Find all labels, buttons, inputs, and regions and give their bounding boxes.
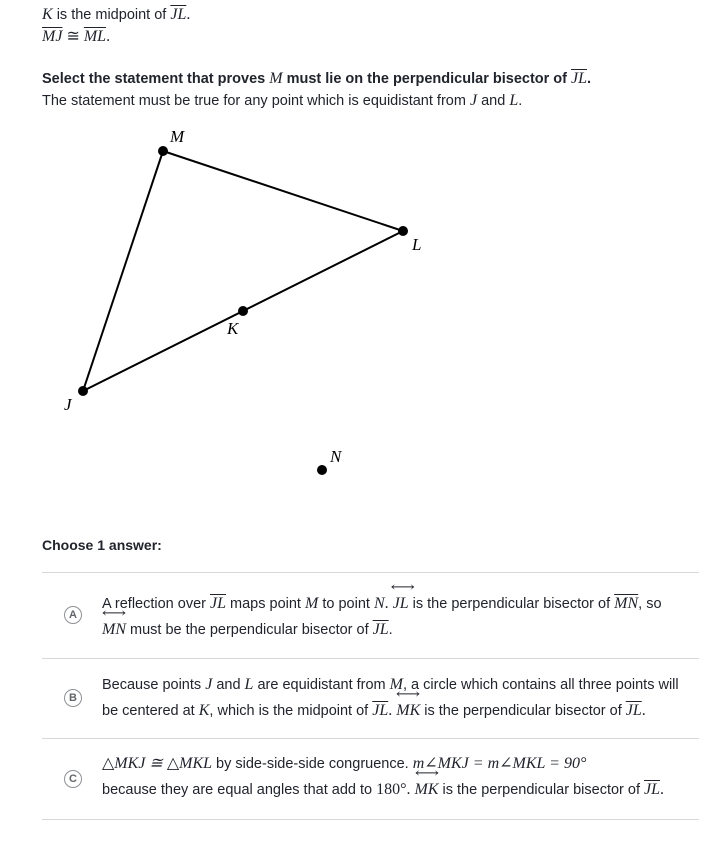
option-text: , so	[638, 596, 662, 612]
segment-jl: $\overline{JL}$	[372, 621, 389, 638]
option-b-bullet[interactable]: B	[64, 689, 82, 707]
period: .	[384, 595, 393, 612]
option-text: is the perpendicular bisector of	[438, 782, 645, 798]
period: .	[518, 93, 523, 109]
option-text: Because points	[102, 677, 206, 693]
var-m: M	[269, 70, 283, 87]
var-l: L	[244, 676, 254, 693]
point-n	[317, 465, 327, 475]
segment-jl: $\overline{JL}$	[625, 702, 642, 719]
label-m: M	[170, 127, 185, 146]
option-text: must be the perpendicular bisector of	[126, 622, 373, 638]
given-line-midpoint	[42, 4, 190, 26]
label-n: N	[330, 447, 342, 466]
prompt-text: must lie on the perpendicular bisector of	[282, 71, 572, 87]
divider	[42, 819, 699, 820]
option-text: is the perpendicular bisector of	[408, 596, 615, 612]
line-mk: ⟷ MK	[396, 698, 420, 724]
prompt-text: The statement must be true for any point which is equidistant from	[42, 93, 470, 109]
option-text: , which is the midpoint of	[209, 703, 373, 719]
prompt-text: and	[477, 93, 510, 109]
point-k	[238, 306, 248, 316]
segment-ml: $\overline{ML}$	[83, 28, 107, 45]
option-text: by side-side-side congruence.	[212, 756, 413, 772]
angle-equation: m∠MKJ = m∠MKL = 90°	[412, 755, 587, 772]
period: .	[641, 702, 646, 719]
option-text: maps point	[226, 596, 305, 612]
answer-option-c[interactable]	[42, 739, 699, 819]
var-l: L	[509, 92, 519, 109]
congruence-expression: △MKJ ≅ △MKL	[102, 755, 213, 772]
choose-answer-label: Choose 1 answer:	[42, 537, 162, 553]
given-text: is the midpoint of	[52, 7, 171, 23]
line-mn: ⟷ MN	[102, 617, 126, 643]
given-statements	[42, 4, 190, 48]
option-text: are equidistant from	[253, 677, 390, 693]
option-a-text	[102, 591, 692, 643]
question-main	[42, 68, 591, 90]
point-l	[398, 226, 408, 236]
var-m: M	[389, 676, 403, 693]
line-mk: ⟷ MK	[415, 777, 439, 803]
option-text: , a circle which contains all three points will	[403, 677, 679, 693]
segment-ml-line	[163, 151, 403, 231]
segment-jl: $\overline{JL}$	[170, 6, 187, 23]
question-prompt	[42, 68, 591, 112]
segment-mn: $\overline{MN}$	[614, 595, 639, 612]
segment-jl: $\overline{JL}$	[210, 595, 226, 612]
var-j: J	[205, 676, 213, 693]
label-l: L	[412, 235, 422, 254]
option-text: A reflection over	[102, 596, 210, 612]
var-m: M	[305, 595, 319, 612]
question-sub	[42, 90, 591, 112]
point-m	[158, 146, 168, 156]
triangle-diagram	[0, 120, 722, 520]
answer-option-a[interactable]	[42, 573, 699, 657]
segment-jl: $\overline{JL}$	[571, 70, 588, 87]
var-j: J	[469, 92, 478, 109]
period: .	[186, 6, 191, 23]
given-line-congruent	[42, 26, 190, 48]
answer-option-b[interactable]	[42, 659, 699, 738]
var-k: K	[42, 6, 53, 23]
option-text: and	[212, 677, 245, 693]
period: .	[106, 28, 111, 45]
option-c-bullet[interactable]: C	[64, 770, 82, 788]
option-text: because they are equal angles that add to	[102, 782, 377, 798]
option-text: is the perpendicular bisector of	[420, 703, 626, 719]
segment-mj-line	[83, 151, 163, 391]
var-k: K	[198, 702, 210, 719]
prompt-text: Select the statement that proves	[42, 71, 270, 87]
option-text: to point	[318, 596, 374, 612]
option-text: be centered at	[102, 703, 199, 719]
angle-180: 180°	[376, 781, 407, 798]
option-b-text	[102, 672, 692, 724]
line-jl: ⟷ JL	[393, 591, 409, 617]
label-k: K	[227, 319, 239, 338]
congruent-symbol: ≅	[62, 28, 84, 45]
period: .	[388, 622, 393, 638]
option-c-text	[102, 751, 692, 803]
var-n: N	[373, 595, 385, 612]
period: .	[660, 781, 665, 798]
segment-jl: $\overline{JL}$	[644, 781, 661, 798]
period: .	[388, 702, 397, 719]
option-a-bullet[interactable]: A	[64, 606, 82, 624]
period: .	[587, 71, 592, 87]
segment-jl: $\overline{JL}$	[372, 702, 389, 719]
label-j: J	[64, 395, 72, 414]
segment-mj: $\overline{MJ}$	[42, 28, 63, 45]
period: .	[406, 781, 415, 798]
point-j	[78, 386, 88, 396]
